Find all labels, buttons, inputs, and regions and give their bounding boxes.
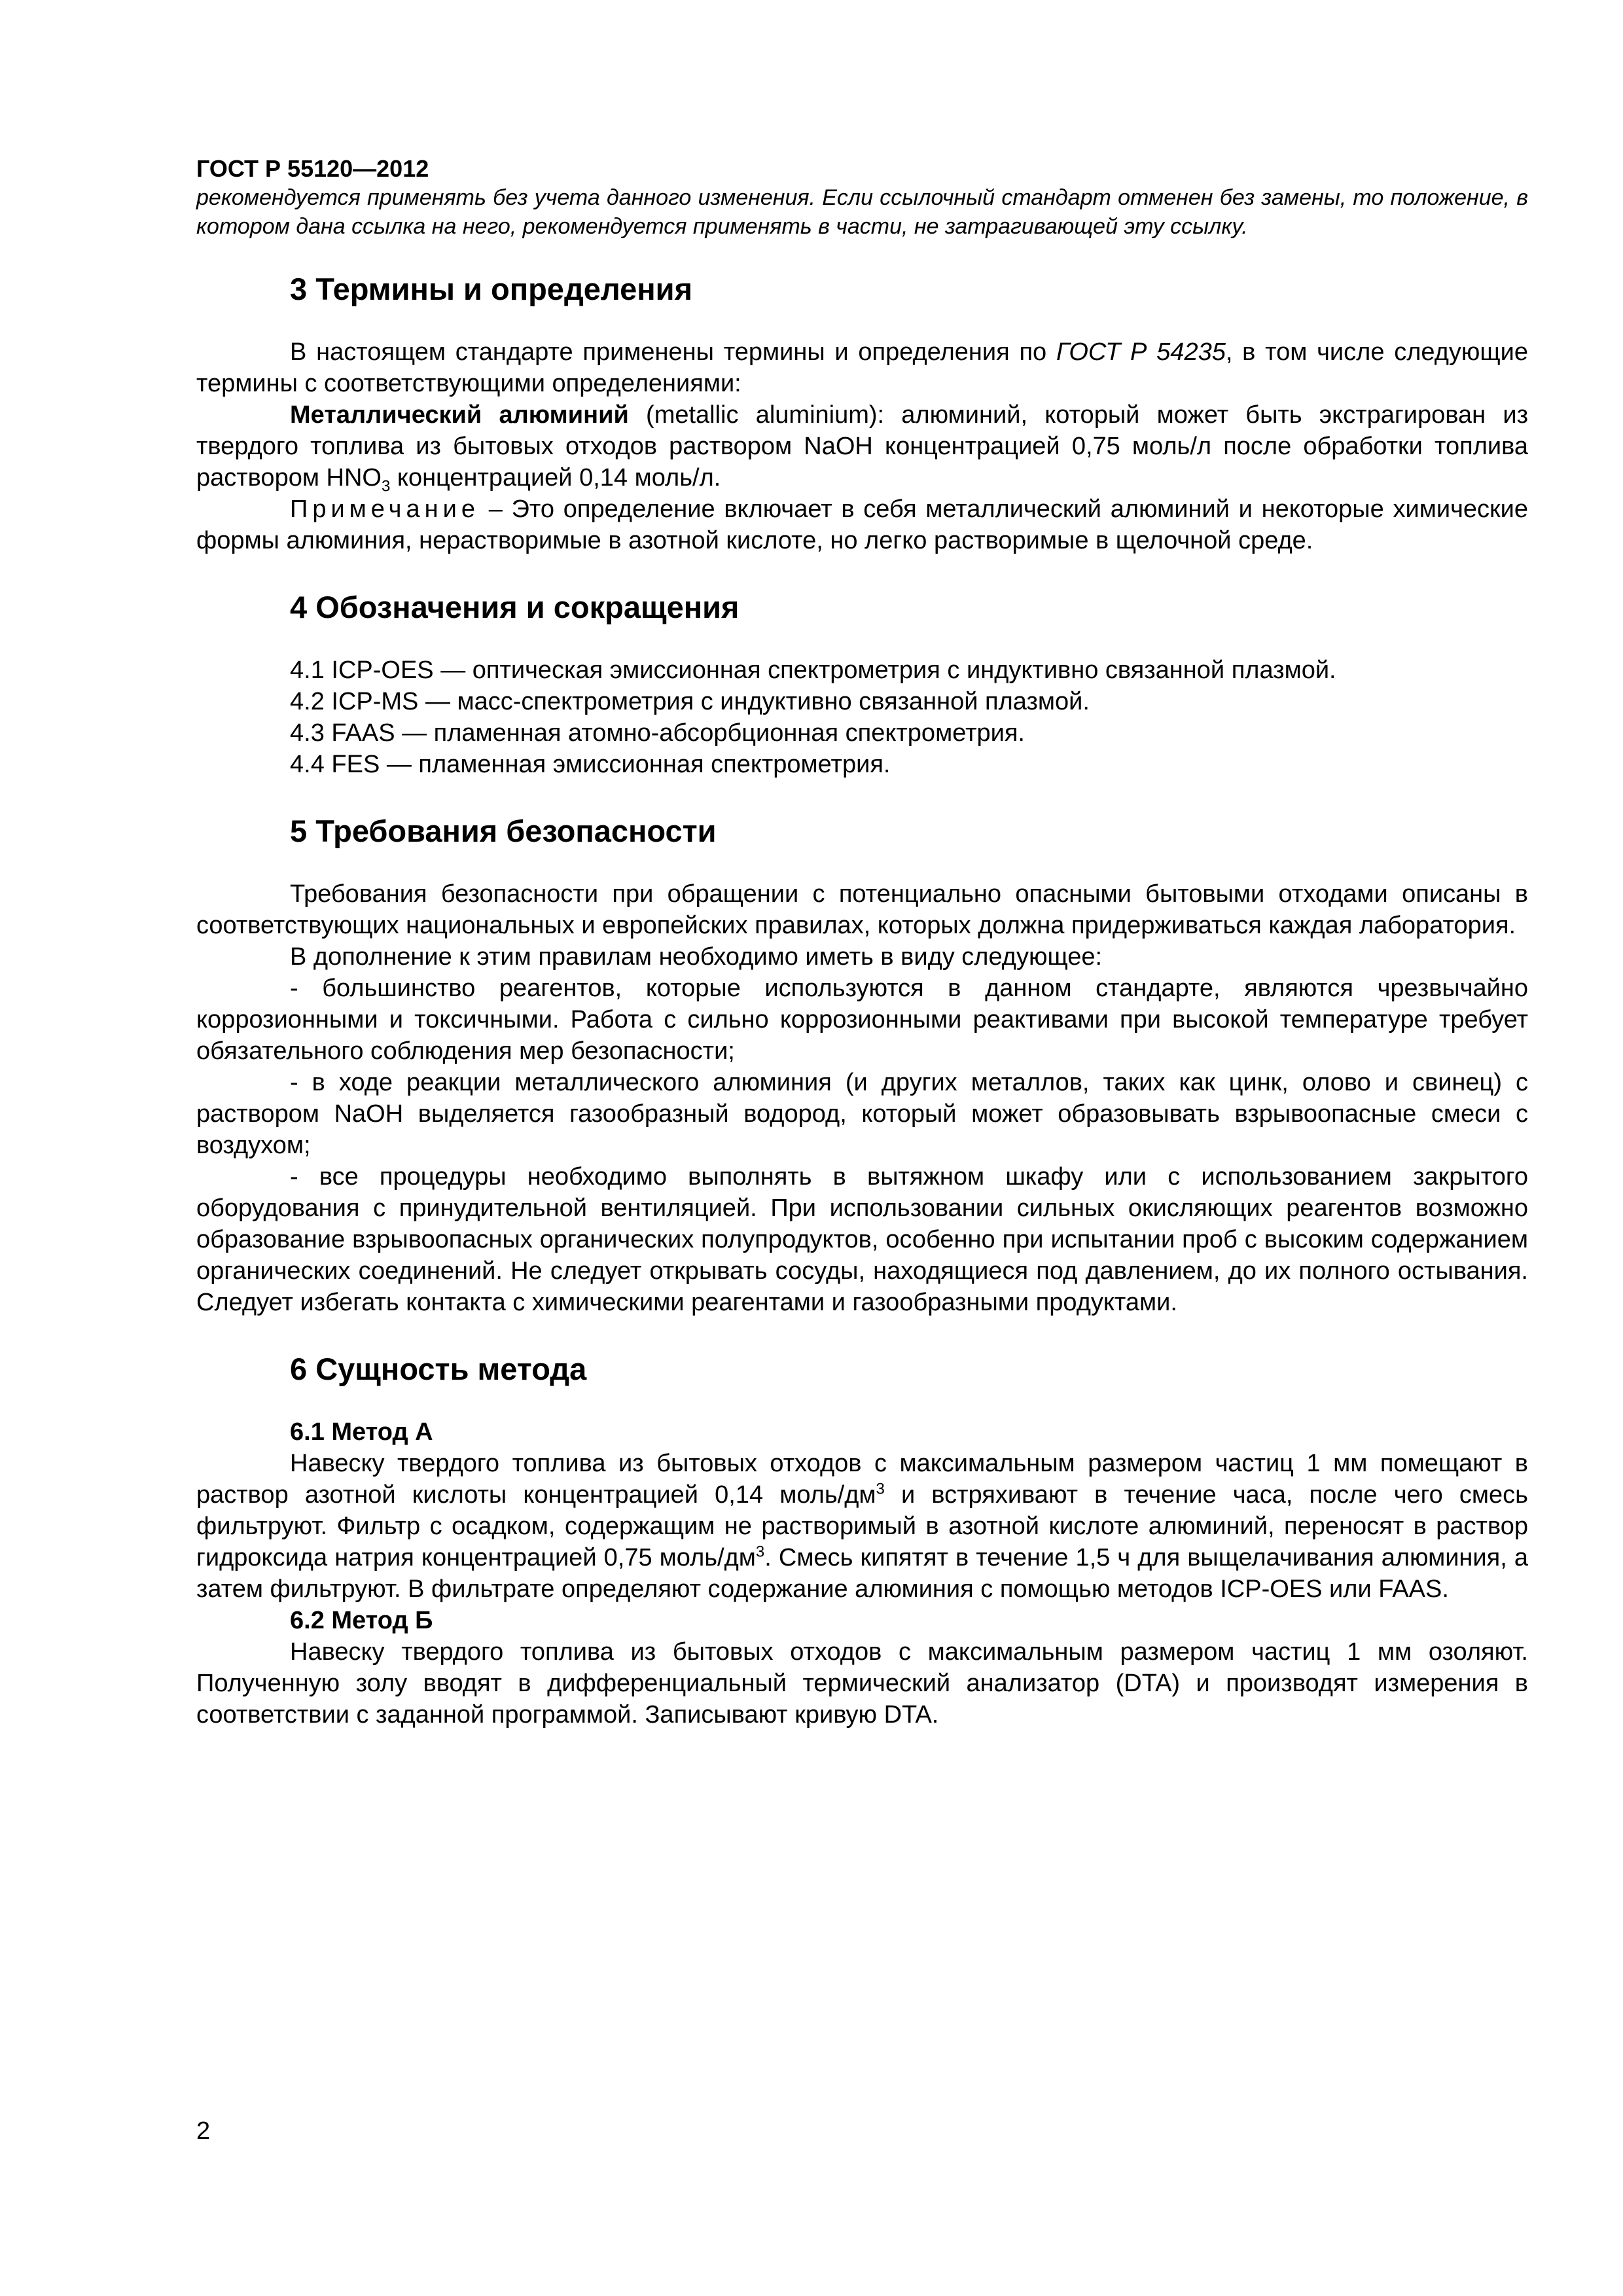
document-code: ГОСТ Р 55120—2012: [196, 155, 429, 182]
intro-continuation: рекомендуется применять без учета данного изменения. Если ссылочный стандарт отменен без замены, то положение, в котором дана ссылка на него, рекомендуется применять в части, не затрагивающей эту ссылку.: [196, 185, 1528, 239]
method-b-title: 6.2 Метод Б: [290, 1607, 433, 1634]
term-definition: [196, 399, 1528, 493]
safety-list-item: - все процедуры необходимо выполнять в вытяжном шкафу или с использованием закрытого оборудования с принудительной вентиляцией. При использовании сильных окисляющих реагентов возможно образование взрывоопасных органических полупродуктов, особенно при испытании проб с высоким содержанием органических соединений. Не следует открывать сосуды, находящиеся под давлением, до их полного остывания. Следует избегать контакта с химическими реагентами и газообразными продуктами.: [196, 1163, 1528, 1316]
section-4-title: 4 Обозначения и сокращения: [290, 590, 740, 624]
section-3-title: 3 Термины и определения: [290, 272, 692, 306]
abbreviation-item: 4.1 ICP-OES — оптическая эмиссионная спектрометрия с индуктивно связанной плазмой.: [290, 656, 1336, 684]
safety-paragraph: В дополнение к этим правилам необходимо иметь в виду следующее:: [290, 943, 1103, 971]
spacer: [196, 308, 1528, 336]
safety-list-item: - в ходе реакции металлического алюминия (и других металлов, таких как цинк, олово и свинец) с раствором NaOH выделяется газообразный водород, который может образовывать взрывоопасные смеси с воздухом;: [196, 1069, 1528, 1159]
spacer: [196, 241, 1528, 271]
abbreviation-item: 4.2 ICP-MS — масс-спектрометрия с индуктивно связанной плазмой.: [290, 688, 1090, 715]
abbreviation-item: 4.4 FES — пламенная эмиссионная спектрометрия.: [290, 751, 891, 778]
page-content: [196, 154, 1528, 1731]
section-6-title: 6 Сущность метода: [290, 1352, 587, 1386]
text: , в том числе следующие термины с соответствующими определениями:: [196, 338, 1528, 397]
superscript: 3: [755, 1543, 765, 1561]
term-definition-text: (metallic aluminium): алюминий, который может быть экстрагирован из твердого топлива из бытовых отходов раствором NaOH концентрацией 0,75 моль/л после обработки топлива раствором HNO: [196, 401, 1528, 492]
subscript: 3: [381, 477, 391, 495]
section-5-title: 5 Требования безопасности: [290, 814, 717, 848]
section-3-paragraph: [196, 336, 1528, 399]
spacer: [196, 850, 1528, 878]
page-number: 2: [196, 2117, 211, 2145]
abbreviation-item: 4.3 FAAS — пламенная атомно-абсорбционная спектрометрия.: [290, 719, 1025, 747]
safety-list-item: - большинство реагентов, которые используются в данном стандарте, являются чрезвычайно коррозионными и токсичными. Работа с сильно коррозионными реактивами при высокой температуре требует обязательного соблюдения мер безопасности;: [196, 975, 1528, 1065]
spacer: [196, 780, 1528, 813]
superscript: 3: [876, 1480, 885, 1498]
text: и встряхивают в течение часа, после чего смесь фильтруют. Фильтр с осадком, содержащим не растворимый в азотной кислоте алюминий, переносят в раствор гидроксида натрия концентрацией 0,75 моль/дм: [196, 1481, 1528, 1571]
term-note: [196, 493, 1528, 556]
text: . Смесь кипятят в течение 1,5 ч для выщелачивания алюминия, а затем фильтруют. В фильтрате определяют содержание алюминия с помощью методов ICP-OES или FAAS.: [196, 1544, 1528, 1603]
text: В настоящем стандарте применены термины и определения по: [290, 338, 1056, 366]
method-a-title: 6.1 Метод А: [290, 1418, 433, 1446]
method-a-text: [196, 1448, 1528, 1605]
note-text: – Это определение включает в себя металлический алюминий и некоторые химические формы алюминия, нерастворимые в азотной кислоте, но легко растворимые в щелочной среде.: [196, 495, 1528, 554]
text: Навеску твердого топлива из бытовых отходов с максимальным размером частиц 1 мм помещают в раствор азотной кислоты концентрацией 0,14 моль/дм: [196, 1450, 1528, 1509]
spacer: [196, 1388, 1528, 1416]
term-name: Металлический алюминий: [290, 401, 629, 429]
spacer: [196, 626, 1528, 655]
method-b-text: Навеску твердого топлива из бытовых отходов с максимальным размером частиц 1 мм озоляют. Полученную золу вводят в дифференциальный термический анализатор (DTA) и производят измерения в соответствии с заданной программой. Записывают кривую DTA.: [196, 1638, 1528, 1729]
safety-paragraph: Требования безопасности при обращении с потенциально опасными бытовыми отходами описаны в соответствующих национальных и европейских правилах, которых должна придерживаться каждая лаборатория.: [196, 880, 1528, 939]
term-definition-text: концентрацией 0,14 моль/л.: [390, 464, 721, 492]
spacer: [196, 1318, 1528, 1351]
spacer: [196, 556, 1528, 589]
note-label: Примечание: [290, 495, 480, 523]
standard-reference: ГОСТ Р 54235: [1056, 338, 1226, 366]
